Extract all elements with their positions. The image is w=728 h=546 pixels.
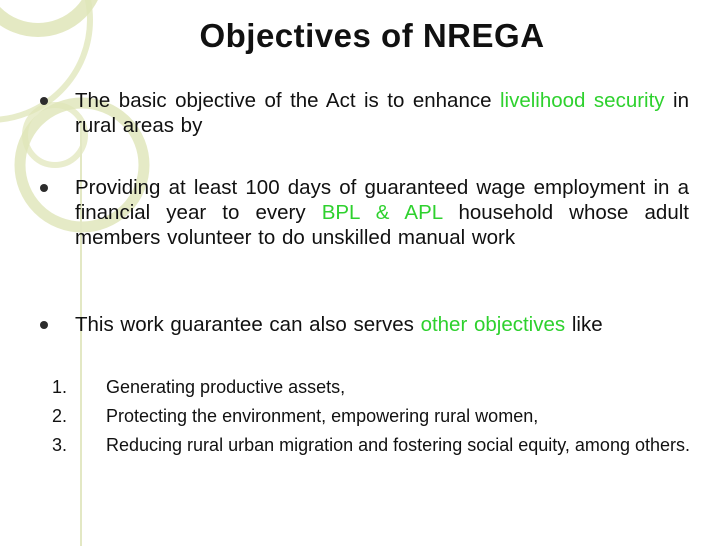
- list-number: 3.: [52, 435, 68, 455]
- bullet-text: like: [565, 313, 603, 336]
- list-item-text: Protecting the environment, empowering rural women,: [106, 406, 539, 426]
- bullet-icon: [40, 184, 48, 192]
- list-item-text: Reducing rural urban migration and fostering social equity, among others.: [106, 435, 690, 455]
- list-number: 1.: [52, 377, 68, 397]
- bullet-other-objectives: [75, 312, 689, 337]
- bullet-text: in rural areas by: [75, 89, 689, 137]
- list-item-text: Generating productive assets,: [106, 377, 346, 397]
- slide-decoration: [0, 0, 160, 546]
- bullet-objective: [75, 88, 689, 138]
- bullet-text: Providing at least 100 days of guaranteed wage employment in a financial year to every: [75, 176, 689, 224]
- list-number: 2.: [52, 406, 68, 426]
- bullet-highlight: livelihood security: [499, 89, 665, 112]
- bullet-highlight: other objectives: [420, 313, 566, 336]
- slide-title: Objectives of NREGA: [199, 17, 545, 54]
- bullet-employment: [75, 175, 689, 250]
- bullet-text: household whose adult members volunteer to do unskilled manual work: [75, 201, 689, 249]
- bullet-icon: [40, 321, 48, 329]
- bullet-text: The basic objective of the Act is to enhance: [75, 89, 500, 112]
- bullet-highlight: BPL & APL: [321, 201, 443, 224]
- bullet-icon: [40, 97, 48, 105]
- bullet-text: This work guarantee can also serves: [75, 313, 421, 336]
